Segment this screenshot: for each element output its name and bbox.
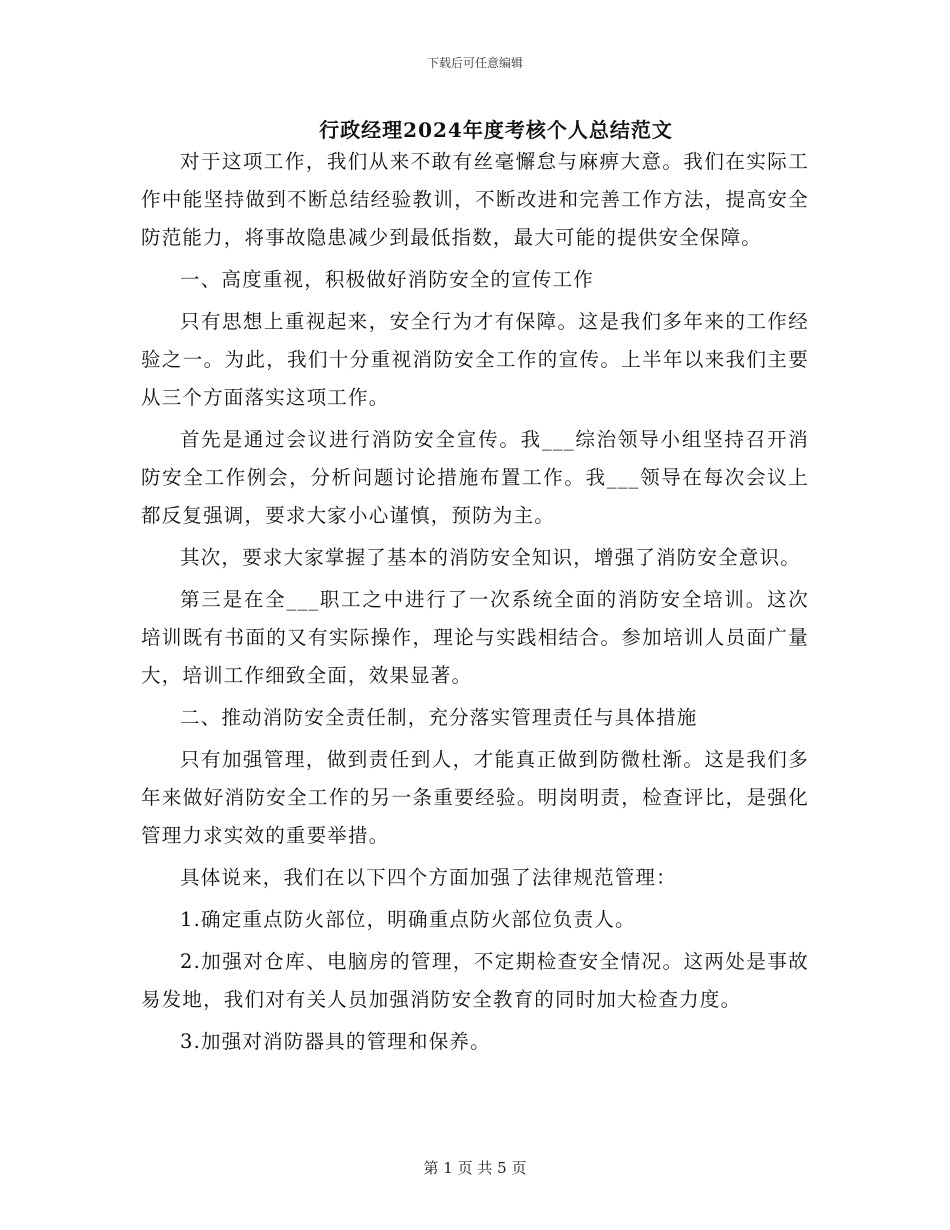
paragraph: 只有思想上重视起来，安全行为才有保障。这是我们多年来的工作经验之一。为此，我们十分重视消防安全工作的宣传。上半年以来我们主要从三个方面落实这项工作。 bbox=[141, 310, 809, 409]
page-number: 第 1 页 共 5 页 bbox=[423, 1159, 527, 1177]
document-body bbox=[141, 143, 809, 1061]
paragraph: 具体说来，我们在以下四个方面加强了法律规范管理： bbox=[180, 866, 677, 889]
paragraph: 首先是通过会议进行消防安全宣传。我___综治领导小组坚持召开消防安全工作例会，分析问题讨论措施布置工作。我___领导在每次会议上都反复强调，要求大家小心谨慎，预防为主。 bbox=[141, 428, 809, 527]
list-item: 3.加强对消防器具的管理和保养。 bbox=[180, 1030, 491, 1053]
page-header-note: 下载后可任意编辑 bbox=[426, 56, 523, 70]
paragraph: 其次，要求大家掌握了基本的消防安全知识，增强了消防安全意识。 bbox=[180, 546, 802, 569]
list-item: 1.确定重点防火部位，明确重点防火部位负责人。 bbox=[180, 908, 636, 931]
document-title: 行政经理2024年度考核个人总结范文 bbox=[319, 118, 673, 142]
list-item: 2.加强对仓库、电脑房的管理，不定期检查安全情况。这两处是事故易发地，我们对有关人员加强消防安全教育的同时加大检查力度。 bbox=[141, 950, 809, 1011]
paragraph-intro: 对于这项工作，我们从来不敢有丝毫懈怠与麻痹大意。我们在实际工作中能坚持做到不断总结经验教训，不断改进和完善工作方法，提高安全防范能力，将事故隐患减少到最低指数，最大可能的提供安全保障。 bbox=[141, 150, 809, 249]
section-heading-2: 二、推动消防安全责任制，充分落实管理责任与具体措施 bbox=[180, 706, 698, 729]
paragraph: 第三是在全___职工之中进行了一次系统全面的消防安全培训。这次培训既有书面的又有实际操作，理论与实践相结合。参加培训人员面广量大，培训工作细致全面，效果显著。 bbox=[141, 588, 809, 687]
paragraph: 只有加强管理，做到责任到人，才能真正做到防微杜渐。这是我们多年来做好消防安全工作的另一条重要经验。明岗明责，检查评比，是强化管理力求实效的重要举措。 bbox=[141, 748, 809, 847]
section-heading-1: 一、高度重视，积极做好消防安全的宣传工作 bbox=[180, 268, 595, 291]
